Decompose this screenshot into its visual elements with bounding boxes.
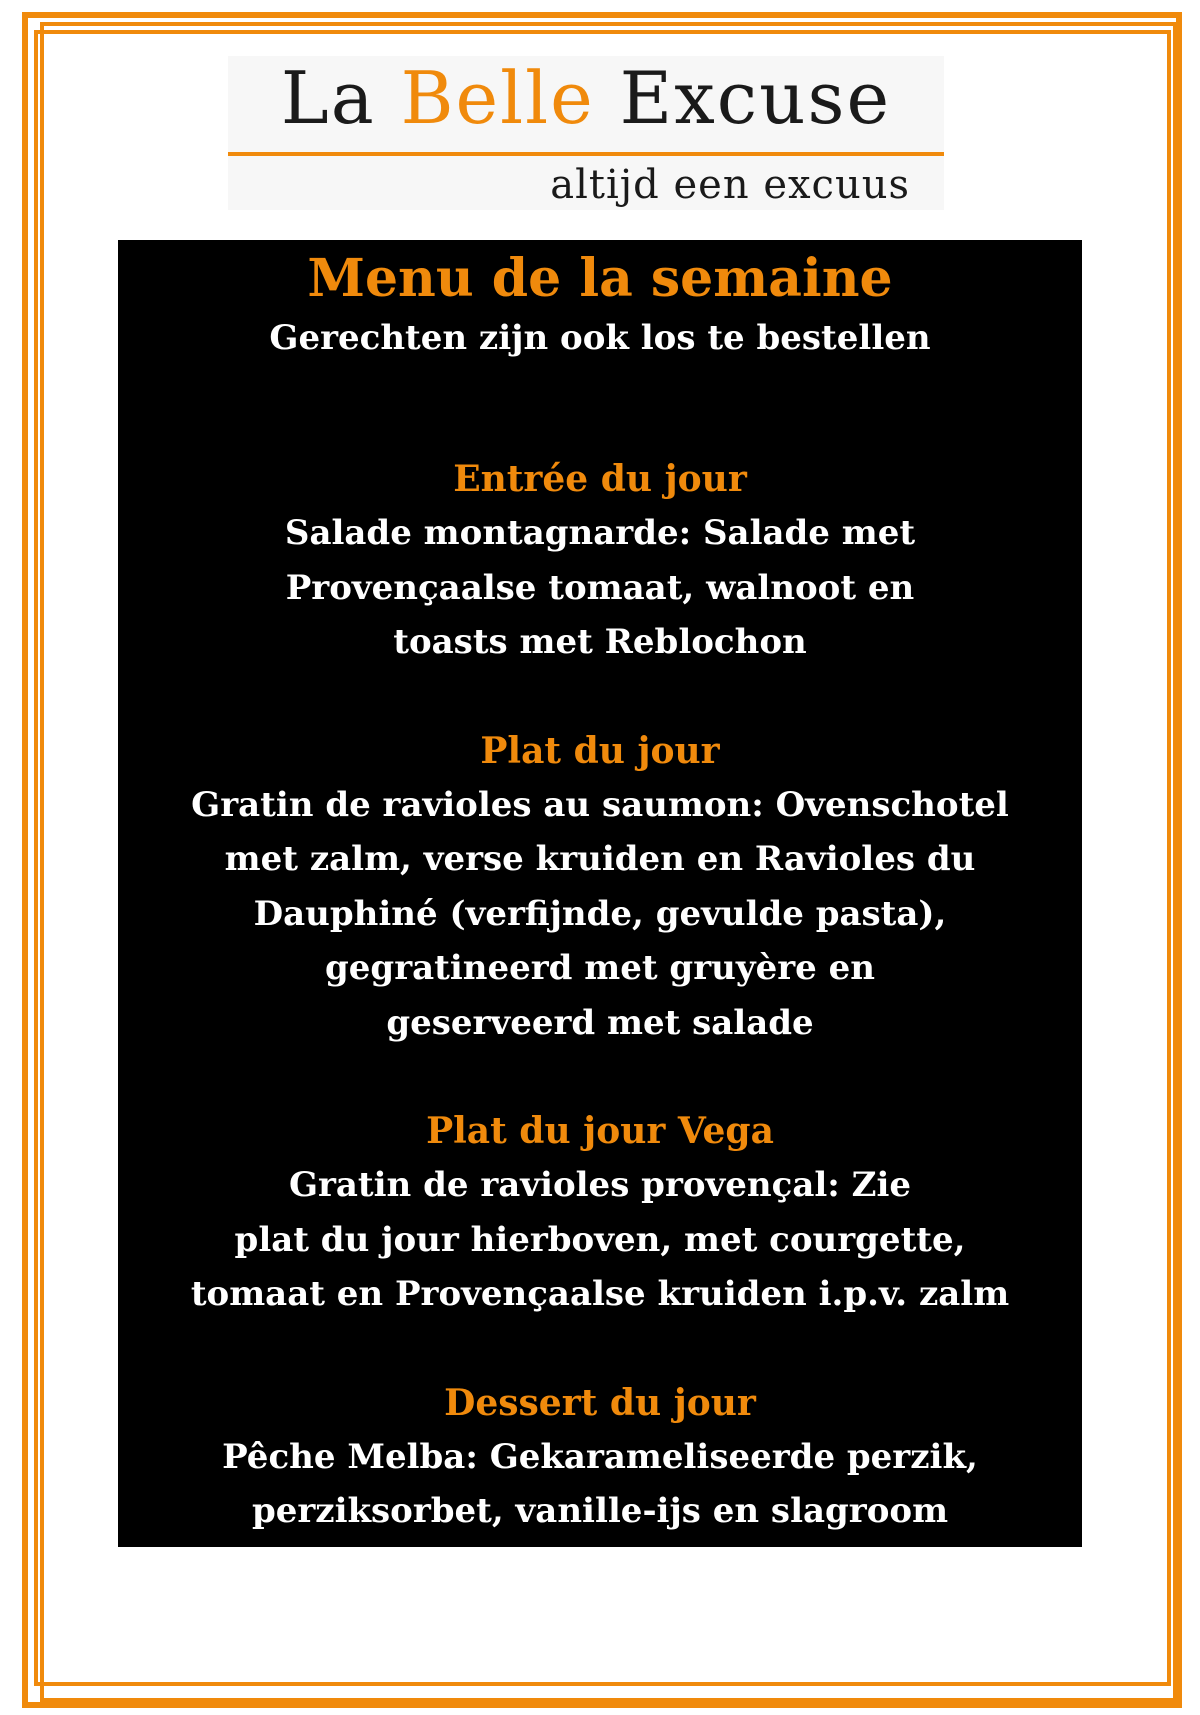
menu-subtitle: Gerechten zijn ook los te bestellen [269,318,931,358]
course-dessert [118,1376,1082,1539]
logo [228,56,944,210]
spacer [118,670,1082,724]
course-plat-vega [118,1104,1082,1322]
logo-word-la: La [280,56,376,140]
course-line: Gratin de ravioles au saumon: Ovenschotel [191,784,1009,825]
course-line: Dauphiné (verfijnde, gevulde pasta), [253,893,947,934]
course-plat [118,724,1082,1051]
course-heading: Plat du jour [480,729,720,772]
spacer [118,1322,1082,1376]
course-line: tomaat en Provençaalse kruiden i.p.v. zalm [190,1274,1010,1314]
menu-title: Menu de la semaine [307,248,893,309]
logo-tagline: altijd een excuus [550,162,910,208]
course-line: toasts met Reblochon [393,622,807,662]
course-description [118,1158,1082,1322]
menu-panel [118,240,1082,1547]
course-line: Gratin de ravioles provençal: Zie [288,1165,912,1205]
course-description [118,506,1082,670]
course-line: Pêche Melba: Gekarameliseerde perzik, [222,1436,978,1477]
logo-underline [228,152,944,156]
spacer [118,1050,1082,1104]
logo-title [228,56,944,140]
course-entree [118,452,1082,670]
course-heading: Dessert du jour [444,1381,756,1424]
course-line: plat du jour hierboven, met courgette, [234,1219,966,1260]
course-heading: Entrée du jour [453,458,747,500]
spacer [118,366,1082,452]
course-heading: Plat du jour Vega [426,1110,774,1152]
course-line: Provençaalse tomaat, walnoot en [285,567,915,608]
course-line: Salade montagnarde: Salade met [284,513,916,553]
course-description [118,1430,1082,1539]
course-line: gegratineerd met gruyère en [325,948,875,988]
logo-word-belle: Belle [400,56,595,140]
course-line: met zalm, verse kruiden en Ravioles du [224,839,976,879]
course-description [118,778,1082,1051]
course-line: perziksorbet, vanille-ijs en slagroom [251,1491,949,1531]
logo-word-excuse: Excuse [619,56,892,140]
course-line: geserveerd met salade [386,1002,814,1043]
